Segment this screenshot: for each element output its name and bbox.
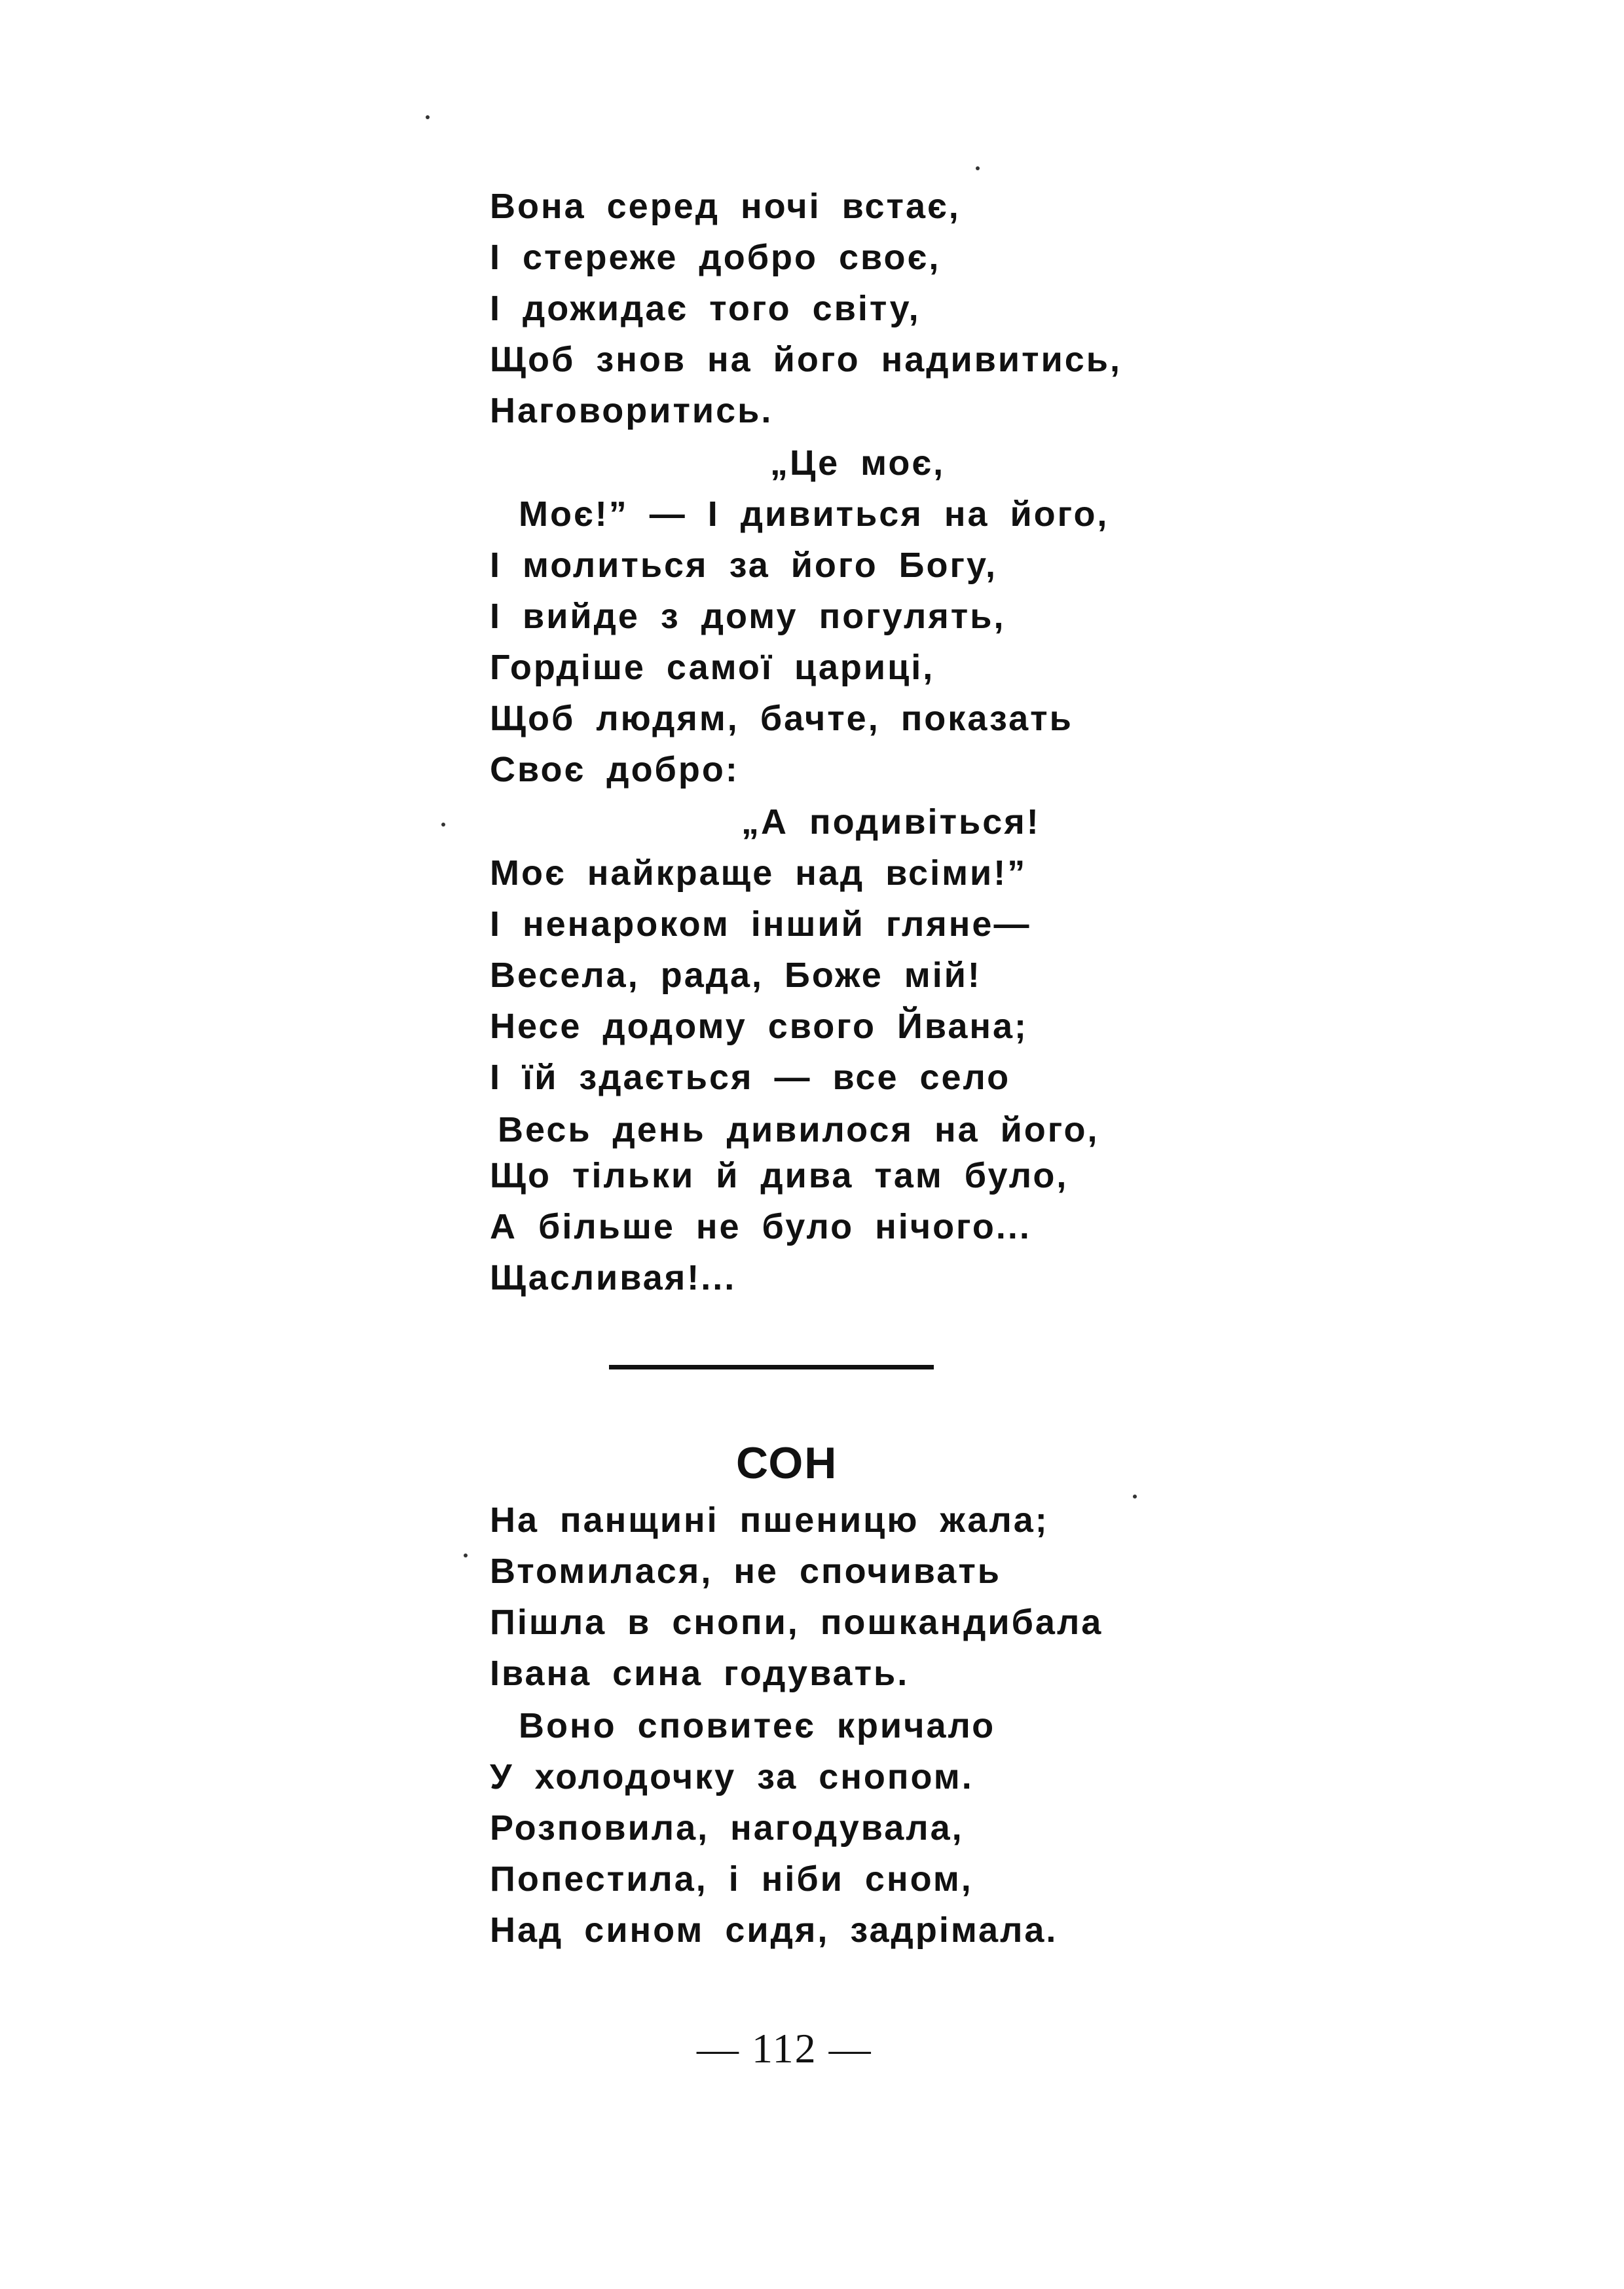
scan-speck [426,115,430,119]
poem-line: І молиться за його Богу, [490,546,997,585]
poem-line: „Це моє, [770,443,946,483]
poem-line: І дожидає того світу, [490,289,921,328]
poem-line: Несе додому свого Йвана; [490,1007,1028,1046]
poem-line: Щоб знов на його надивитись, [490,340,1122,379]
poem-line: І ненароком інший гляне— [490,904,1031,944]
scan-speck [976,166,980,170]
poem-line: Розповила, нагодувала, [490,1808,964,1848]
section-divider [609,1365,934,1369]
scan-speck [1133,1495,1137,1498]
poem-line: У холодочку за снопом. [490,1757,974,1796]
poem-line: Воно сповитеє кричало [519,1706,996,1745]
poem-line: І стереже добро своє, [490,238,941,277]
page-number: — 112 — [697,2025,872,2072]
scan-speck [441,823,445,827]
poem-line: Щоб людям, бачте, показать [490,699,1073,738]
poem-line: Весь день дивилося на його, [498,1110,1099,1149]
poem-line: Щасливая!... [490,1258,737,1297]
poem-line: „А подивіться! [741,802,1041,842]
poem-line: І вийде з дому погулять, [490,597,1006,636]
poem-line: Пішла в снопи, пошкандибала [490,1603,1103,1642]
poem-line: І їй здається — все село [490,1058,1011,1097]
poem-line: А більше не було нічого... [490,1207,1031,1246]
poem-line: Над сином сидя, задрімала. [490,1910,1058,1950]
poem-line: Втомилася, не спочивать [490,1552,1001,1591]
poem-line: На панщині пшеницю жала; [490,1500,1049,1540]
poem-line: Що тільки й дива там було, [490,1156,1069,1195]
poem-line: Весела, рада, Боже мій! [490,956,982,995]
poem-line: Моє найкраще над всіми!” [490,853,1027,893]
poem-line: Моє!” — І дивиться на його, [519,494,1109,534]
poem-line: Наговоритись. [490,391,773,430]
poem-line: Вона серед ночі встає, [490,187,961,226]
section-title: СОН [736,1438,838,1488]
poem-line: Своє добро: [490,750,739,789]
poem-line: Івана сина годувать. [490,1654,910,1693]
poem-line: Попестила, і ніби сном, [490,1859,973,1899]
poem-line: Гордіше самої цариці, [490,648,935,687]
scan-speck [464,1554,468,1557]
